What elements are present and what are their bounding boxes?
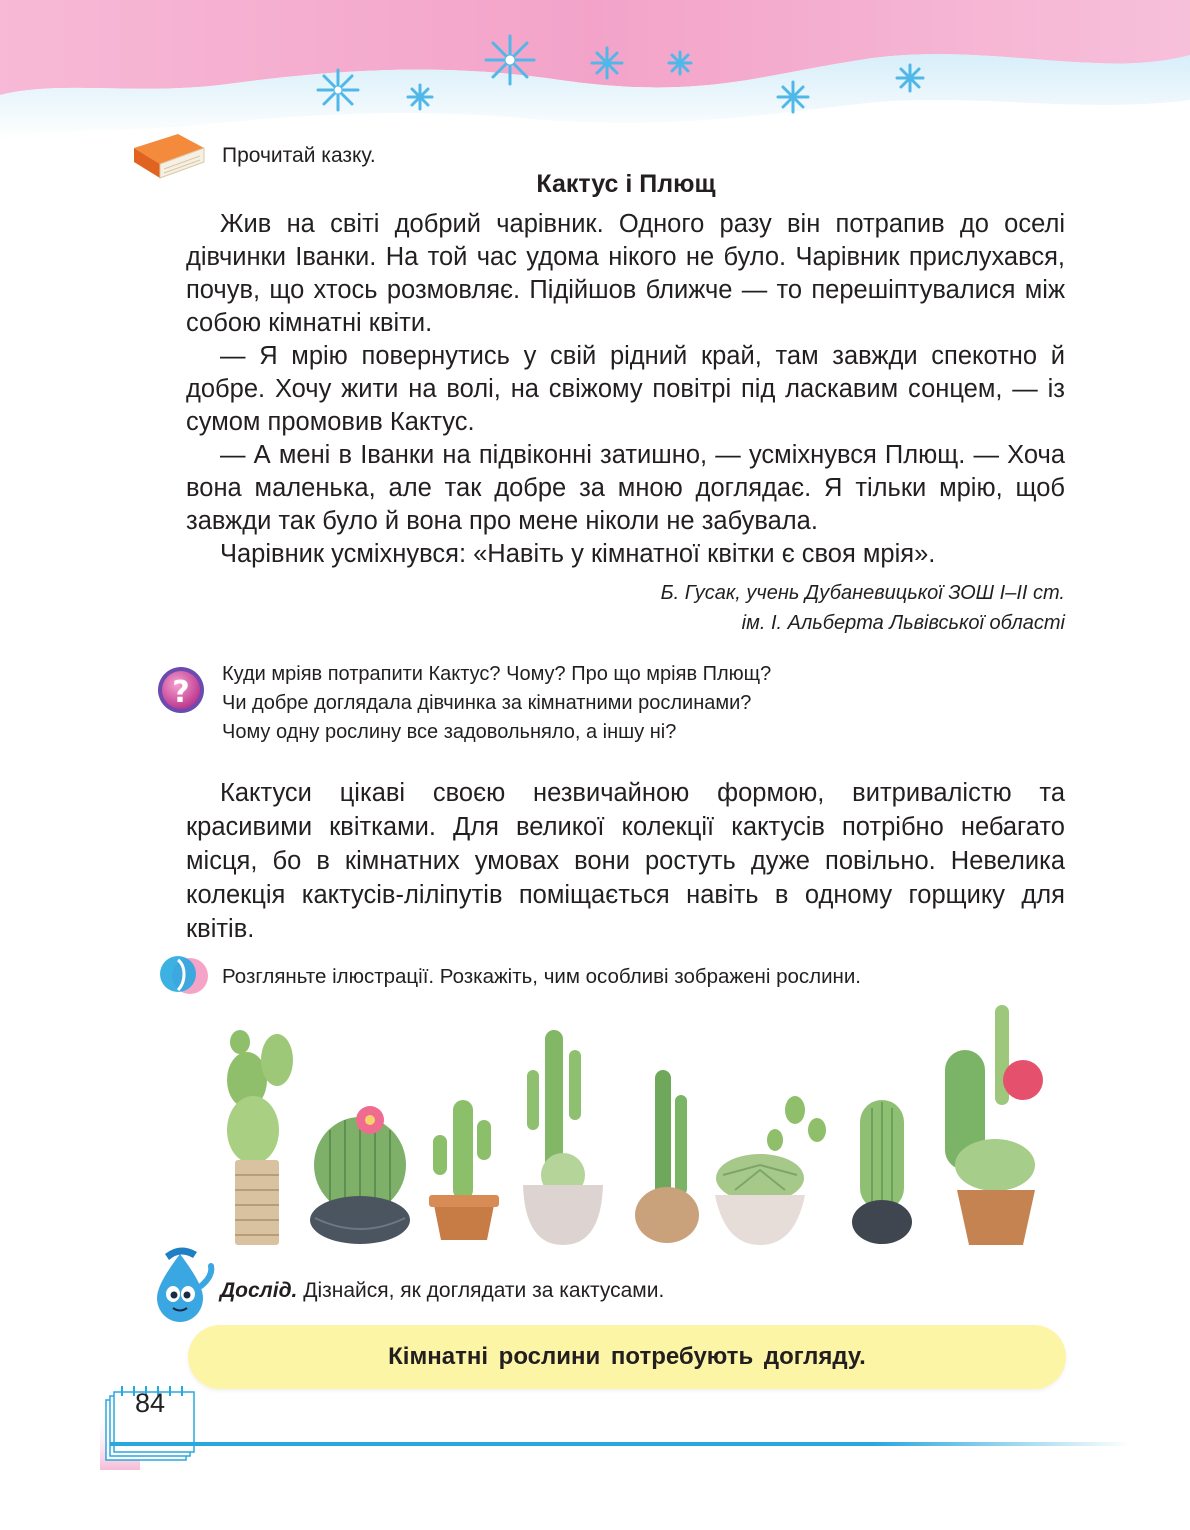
question-line: Куди мріяв потрапити Кактус? Чому? Про що мріяв Плющ? (222, 663, 772, 685)
info-paragraph: Кактуси цікаві своєю незвичайною формою, витривалістю та красивими квітками. Для великої колекції кактусів потрібно небагато місця, бо в кімнатних умовах вони ростуть дуже повільно. Невелика колекція кактусів-ліліпутів поміщається навіть в одному горщику для квітів. (186, 779, 1065, 943)
author-line: Б. Гусак, учень Дубаневицької ЗОШ І–ІІ ст. (660, 582, 1065, 604)
story-title: Кактус і Плющ (536, 170, 716, 198)
conclusion-text: Кімнатні рослини потребують догляду. (388, 1343, 866, 1370)
info-text (186, 776, 1065, 946)
droplet-mascot-icon (135, 1236, 225, 1326)
story-paragraph: Жив на світі добрий чарівник. Одного разу він потрапив до оселі дівчинки Іванки. На той час удома нікого не було. Чарівник прислухався, почув, що хтось розмовляє. Підійшов ближче — то перешіптувалися між собою кімнатні квіти. (186, 210, 1065, 337)
calendar-page-icon (100, 1370, 200, 1470)
story-author (661, 578, 1065, 638)
story-paragraph: Чарівник усміхнувся: «Навіть у кімнатної квітки є своя мрія». (220, 540, 936, 568)
cacti-illustration (205, 1000, 1075, 1250)
story-paragraph: — А мені в Іванки на підвіконні затишно, — усміхнувся Плющ. — Хоча вона маленька, але так добре за мною доглядає. Я тільки мрію, щоб завжди так було й вона про мене ніколи не забувала. (186, 441, 1065, 535)
question-icon (156, 662, 206, 720)
question-line: Чому одну рослину все задовольняло, а іншу ні? (222, 721, 677, 743)
task-instruction: Розгляньте ілюстрації. Розкажіть, чим особливі зображені рослини. (222, 965, 862, 988)
conclusion-banner (188, 1325, 1066, 1389)
experiment-task (220, 1279, 664, 1303)
svg-text:?: ? (172, 675, 190, 710)
questions-list (222, 660, 771, 747)
page-number: 84 (135, 1388, 166, 1418)
pair-work-icon (156, 952, 212, 998)
experiment-text: Дізнайся, як доглядати за кактусами. (297, 1279, 665, 1302)
story-paragraph: — Я мрію повернутись у свій рідний край, там завжди спекотно й добре. Хочу жити на волі, на свіжому повітрі під ласкавим сонцем, — із сумом промовив Кактус. (186, 342, 1065, 436)
question-line: Чи добре доглядала дівчинка за кімнатними рослинами? (222, 692, 752, 714)
author-line: ім. І. Альберта Львівської області (741, 612, 1065, 634)
experiment-label: Дослід. (220, 1279, 298, 1302)
task-instruction: Прочитай казку. (222, 144, 376, 167)
footer-line (110, 1440, 1130, 1448)
story-text (186, 208, 1065, 571)
